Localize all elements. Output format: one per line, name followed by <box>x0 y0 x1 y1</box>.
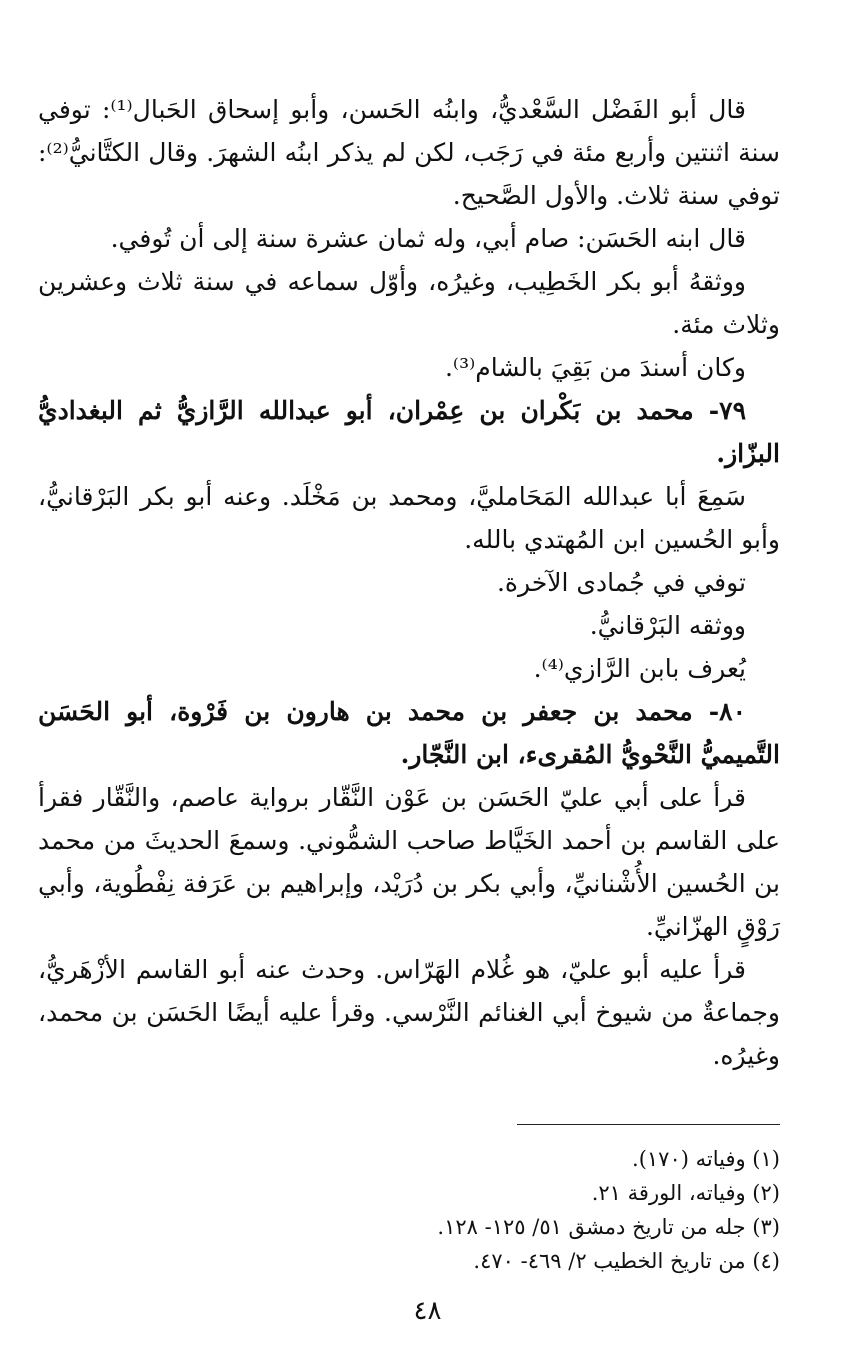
paragraph-teachers-79: سَمِعَ أبا عبدالله المَحَامليَّ، ومحمد بن مَخْلَد. وعنه أبو بكر البَرْقانيُّ، وأبو الحُسين ابن المُهتدي بالله. <box>38 482 780 554</box>
entry-heading-80: ٨٠- محمد بن جعفر بن محمد بن هارون بن فَرْوة، أبو الحَسَن التَّميميُّ النَّحْويُّ المُقرىء، ابن النَّجّار. <box>38 697 780 769</box>
paragraph-trust-79: ووثقه البَرْقانيُّ. <box>589 611 746 640</box>
page-number: ٤٨ <box>413 1296 442 1326</box>
paragraph-son-quote: قال ابنه الحَسَن: صام أبي، وله ثمان عشرة سنة إلى أن تُوفي. <box>110 224 746 253</box>
footnote-1: (١) وفياته (١٧٠). <box>632 1147 780 1171</box>
paragraph-death-date: قال أبو الفَضْل السَّعْديُّ، وابنُه الحَسن، وأبو إسحاق الحَبال⁽¹⁾: توفي سنة اثنتين وأربع مئة في رَجَب، لكن لم يذكر ابنُه الشهرَ. وقال الكتَّانيُّ⁽²⁾: توفي سنة ثلاث. والأول الصَّحيح. <box>38 95 780 210</box>
paragraph-students-80: قرأ عليه أبو عليّ، هو غُلام الهَرّاس. وحدث عنه أبو القاسم الأزْهَريُّ، وجماعةٌ من شيوخ أبي الغنائم النَّرْسي. وقرأ عليه أيضًا الحَسَن بن محمد، وغيرُه. <box>38 955 780 1070</box>
paragraph-teachers-80: قرأ على أبي عليّ الحَسَن بن عَوْن النَّقّار برواية عاصم، والنَّقّار فقرأ على القاسم بن أحمد الخَيَّاط صاحب الشمُّوني. وسمعَ الحديثَ من محمد بن الحُسين الأُشْنانيِّ، وأبي بكر بن دُرَيْد، وإبراهيم بن عَرَفة نِفْطُوية، وأبي رَوْقٍ الهزّانيِّ. <box>38 783 780 941</box>
footnote-2: (٢) وفياته، الورقة ٢١. <box>591 1181 780 1205</box>
paragraph-death-79: توفي في جُمادى الآخرة. <box>496 568 746 597</box>
footnote-4: (٤) من تاريخ الخطيب ٢/ ٤٦٩- ٤٧٠. <box>473 1249 780 1273</box>
paragraph-reliability: ووثقهُ أبو بكر الخَطِيب، وغيرُه، وأوّل سماعه في سنة ثلاث وعشرين وثلاث مئة. <box>38 267 780 339</box>
footnote-divider <box>517 1124 780 1125</box>
footnote-3: (٣) جله من تاريخ دمشق ٥١/ ١٢٥- ١٢٨. <box>437 1215 780 1239</box>
paragraph-known-as-79: يُعرف بابن الرَّازي⁽⁴⁾. <box>533 654 746 683</box>
footnotes <box>38 1142 780 1278</box>
main-text <box>38 88 780 1077</box>
paragraph-isnad: وكان أسندَ من بَقِيَ بالشام⁽³⁾. <box>444 353 746 382</box>
entry-heading-79: ٧٩- محمد بن بَكْران بن عِمْران، أبو عبدالله الرَّازيُّ ثم البغداديُّ البزّاز. <box>38 396 780 468</box>
